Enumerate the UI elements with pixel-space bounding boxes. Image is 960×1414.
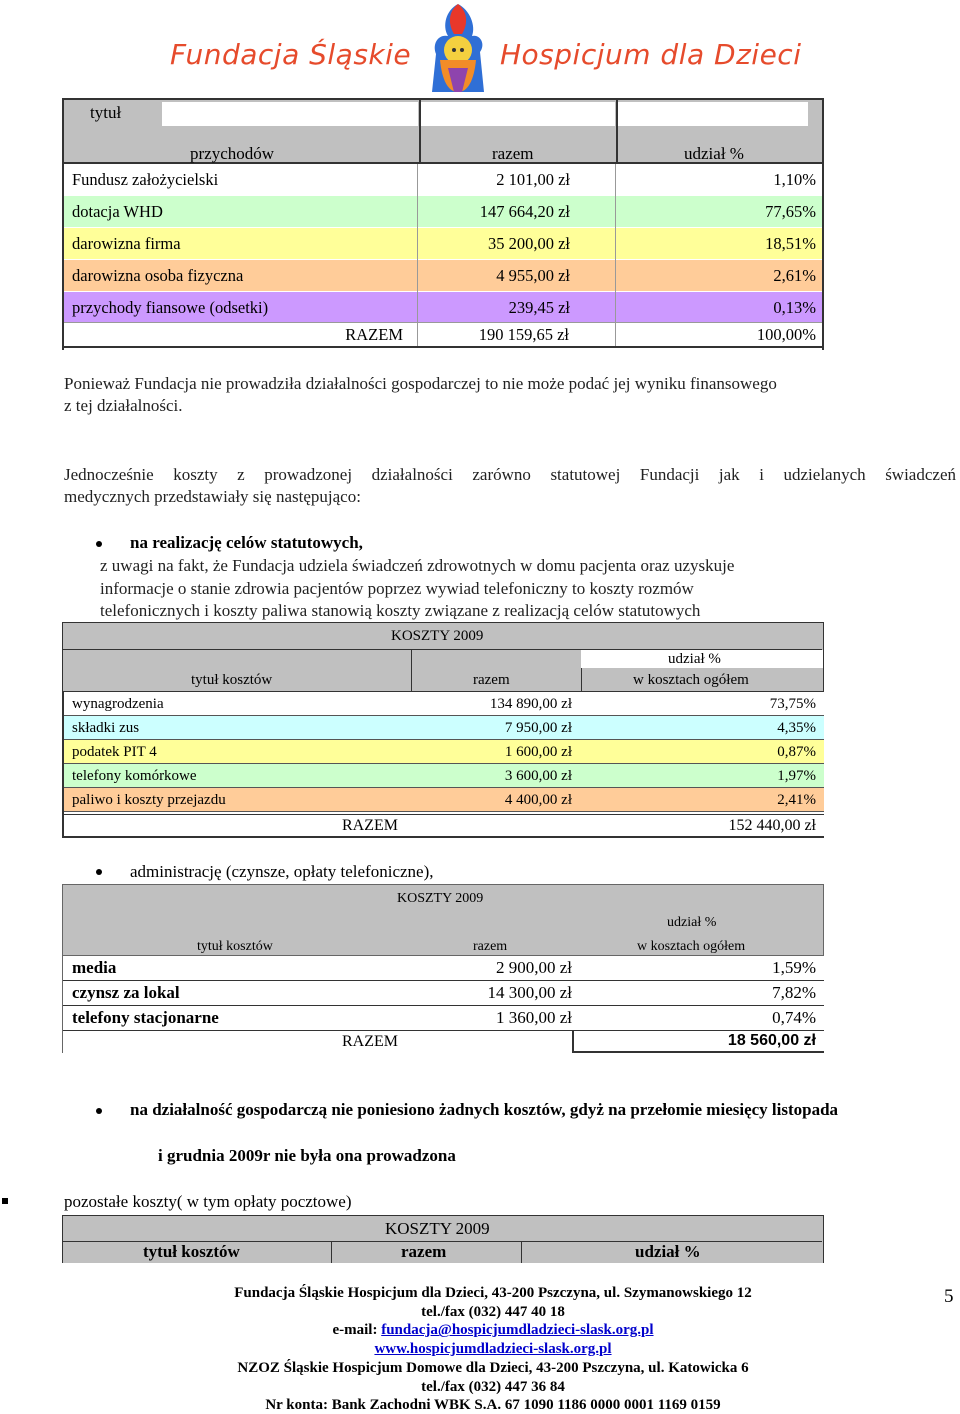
logo-emblem-icon xyxy=(418,0,498,95)
row-name: podatek PIT 4 xyxy=(72,743,157,760)
bullet-icon xyxy=(96,541,102,547)
total-value: 152 440,00 zł xyxy=(728,816,816,834)
cost-table-caption: KOSZTY 2009 xyxy=(391,628,484,644)
row-total: 35 200,00 zł xyxy=(487,233,570,253)
table-row xyxy=(62,956,824,981)
row-total: 2 900,00 zł xyxy=(495,958,572,977)
row-name: paliwo i koszty przejazdu xyxy=(72,791,226,808)
cost-table-caption: KOSZTY 2009 xyxy=(385,1219,490,1238)
bullet-statutory-desc xyxy=(100,555,734,623)
row-share: 1,59% xyxy=(772,958,816,977)
header-blank-cell xyxy=(618,102,808,126)
bullet-icon xyxy=(96,1108,102,1114)
row-name: przychody fiansowe (odsetki) xyxy=(72,297,269,317)
cost-table-other xyxy=(62,1215,824,1263)
table-row xyxy=(62,1006,824,1031)
paragraph-line: informacje o stanie zdrowia pacjentów poprzez wywiad telefoniczny to koszty rozmów xyxy=(100,578,694,598)
row-name: media xyxy=(72,958,117,977)
row-share: 1,97% xyxy=(777,767,816,784)
paragraph-line: z uwagi na fakt, że Fundacja udziela świadczeń zdrowotnych w domu pacjenta oraz uzyskuje xyxy=(100,556,735,575)
col-header-share-sub: w kosztach ogółem xyxy=(633,672,749,688)
row-total: 4 955,00 zł xyxy=(496,265,570,285)
paragraph-line: Jednocześnie koszty z prowadzonej działalności zarówno statutowej Fundacji jak i udzielanych świadczeń xyxy=(64,465,956,484)
col-header-total: razem xyxy=(473,672,510,688)
bullet-statutory-title: na realizację celów statutowych, xyxy=(130,533,363,552)
footer-line: tel./fax (032) 447 40 18 xyxy=(421,1303,565,1320)
table-row xyxy=(62,692,824,716)
footer-email-label: e-mail: xyxy=(332,1322,382,1339)
row-total: 1 360,00 zł xyxy=(495,1008,572,1027)
income-table-title: tytuł xyxy=(90,103,122,122)
row-share: 2,61% xyxy=(773,265,816,285)
page-number: 5 xyxy=(944,1286,954,1307)
total-value: 190 159,65 zł xyxy=(418,323,616,346)
foundation-logo xyxy=(160,0,820,95)
paragraph-no-business xyxy=(64,373,777,417)
footer-email-line xyxy=(180,1321,806,1340)
bullet-admin-title: administrację (czynsze, opłaty telefoniczne), xyxy=(130,862,434,881)
row-name: czynsz za lokal xyxy=(72,983,180,1002)
row-total: 14 300,00 zł xyxy=(487,983,572,1002)
table-row xyxy=(62,196,824,227)
total-share: 100,00% xyxy=(756,324,816,344)
row-share: 0,74% xyxy=(772,1008,816,1027)
row-share: 1,10% xyxy=(773,169,816,189)
bullet-icon xyxy=(96,869,102,875)
total-value: 18 560,00 zł xyxy=(572,1031,824,1053)
table-row xyxy=(62,981,824,1006)
col-header-title: tytuł kosztów xyxy=(197,939,273,954)
total-label: RAZEM xyxy=(62,323,418,346)
table-row xyxy=(62,292,824,323)
row-total: 4 400,00 zł xyxy=(504,791,572,808)
col-header-total: razem xyxy=(492,144,534,163)
footer-line: NZOZ Śląskie Hospicjum Domowe dla Dzieci, 43-200 Pszczyna, ul. Katowicka 6 xyxy=(237,1359,749,1376)
page-footer xyxy=(180,1284,806,1414)
footer-line: Fundacja Śląskie Hospicjum dla Dzieci, 43-200 Pszczyna, ul. Szymanowskiego 12 xyxy=(234,1285,752,1301)
logo-text-right: Hospicjum dla Dzieci xyxy=(500,38,802,71)
table-row xyxy=(62,164,824,195)
col-header-total: razem xyxy=(401,1242,447,1261)
row-share: 2,41% xyxy=(777,791,816,808)
row-name: telefony stacjonarne xyxy=(72,1008,219,1027)
table-row xyxy=(62,740,824,764)
total-label: RAZEM xyxy=(342,816,398,834)
bullet-business-line2: i grudnia 2009r nie była ona prowadzona xyxy=(158,1146,456,1165)
bullet-other-costs-title: pozostałe koszty( w tym opłaty pocztowe) xyxy=(64,1192,352,1211)
income-table-header xyxy=(62,98,824,164)
row-total: 2 101,00 zł xyxy=(496,169,570,189)
header-blank-cell xyxy=(421,102,615,126)
row-name: składki zus xyxy=(72,719,140,736)
row-name: dotacja WHD xyxy=(72,201,163,221)
logo-text-left: Fundacja Śląskie xyxy=(170,38,412,71)
row-total: 134 890,00 zł xyxy=(489,695,572,712)
col-header-title: tytuł kosztów xyxy=(143,1242,240,1261)
footer-email-link[interactable]: fundacja@hospicjumdladzieci-slask.org.pl xyxy=(381,1322,654,1339)
row-share: 4,35% xyxy=(777,719,816,736)
row-name: darowizna osoba fizyczna xyxy=(72,265,244,285)
row-share: 7,82% xyxy=(772,983,816,1002)
row-share: 77,65% xyxy=(765,201,816,221)
table-row xyxy=(62,716,824,740)
table-row xyxy=(62,228,824,259)
row-total: 3 600,00 zł xyxy=(504,767,572,784)
col-header-share-sub: w kosztach ogółem xyxy=(637,939,746,954)
cost-table-admin xyxy=(62,884,824,1054)
cost-total-row xyxy=(62,814,824,838)
col-header-share: udział % xyxy=(668,651,721,667)
row-name: wynagrodzenia xyxy=(72,695,164,712)
paragraph-line: telefonicznych i koszty paliwa stanowią koszty związane z realizacją celów statutowych xyxy=(100,601,701,620)
row-share: 18,51% xyxy=(765,233,816,253)
row-total: 239,45 zł xyxy=(508,297,570,317)
total-label: RAZEM xyxy=(342,1033,398,1050)
table-row xyxy=(62,260,824,291)
row-total: 147 664,20 zł xyxy=(479,201,570,221)
col-header-share: udział % xyxy=(684,144,744,163)
paragraph-line: Ponieważ Fundacja nie prowadziła działalności gospodarczej to nie może podać jej wyniku finansowego xyxy=(64,374,777,393)
paragraph-line: z tej działalności. xyxy=(64,396,183,415)
row-share: 0,13% xyxy=(773,297,816,317)
row-name: telefony komórkowe xyxy=(72,767,197,784)
paragraph-line: medycznych przedstawiały się następująco: xyxy=(64,487,361,506)
footer-line: Nr konta: Bank Zachodni WBK S.A. 67 1090 1186 0000 0001 1169 0159 xyxy=(265,1397,721,1414)
row-share: 73,75% xyxy=(769,695,816,712)
cost-table-header xyxy=(62,622,824,692)
col-header-title: przychodów xyxy=(190,144,275,163)
row-name: darowizna firma xyxy=(72,233,181,253)
cost-table-header xyxy=(62,884,824,956)
row-name: Fundusz założycielski xyxy=(72,169,219,189)
table-row xyxy=(62,788,824,812)
col-header-total: razem xyxy=(473,939,508,954)
row-total: 7 950,00 zł xyxy=(504,719,572,736)
col-header-share: udział % xyxy=(667,915,717,930)
col-header-share: udział % xyxy=(635,1242,701,1261)
square-bullet-icon xyxy=(2,1198,8,1204)
table-row xyxy=(62,764,824,788)
header-blank-cell xyxy=(162,102,418,126)
footer-website-link[interactable]: www.hospicjumdladzieci-slask.org.pl xyxy=(374,1341,612,1358)
row-total: 1 600,00 zł xyxy=(504,743,572,760)
footer-line: tel./fax (032) 447 36 84 xyxy=(421,1378,565,1395)
bullet-business-line1: na działalność gospodarczą nie poniesiono żadnych kosztów, gdyż na przełomie miesięcy listopada xyxy=(130,1100,839,1119)
cost-total-row xyxy=(62,1031,824,1053)
paragraph-costs-intro xyxy=(64,464,956,508)
cost-table-caption: KOSZTY 2009 xyxy=(397,891,484,906)
row-share: 0,87% xyxy=(777,743,816,760)
income-total-row xyxy=(62,322,824,348)
col-header-title: tytuł kosztów xyxy=(191,672,273,688)
